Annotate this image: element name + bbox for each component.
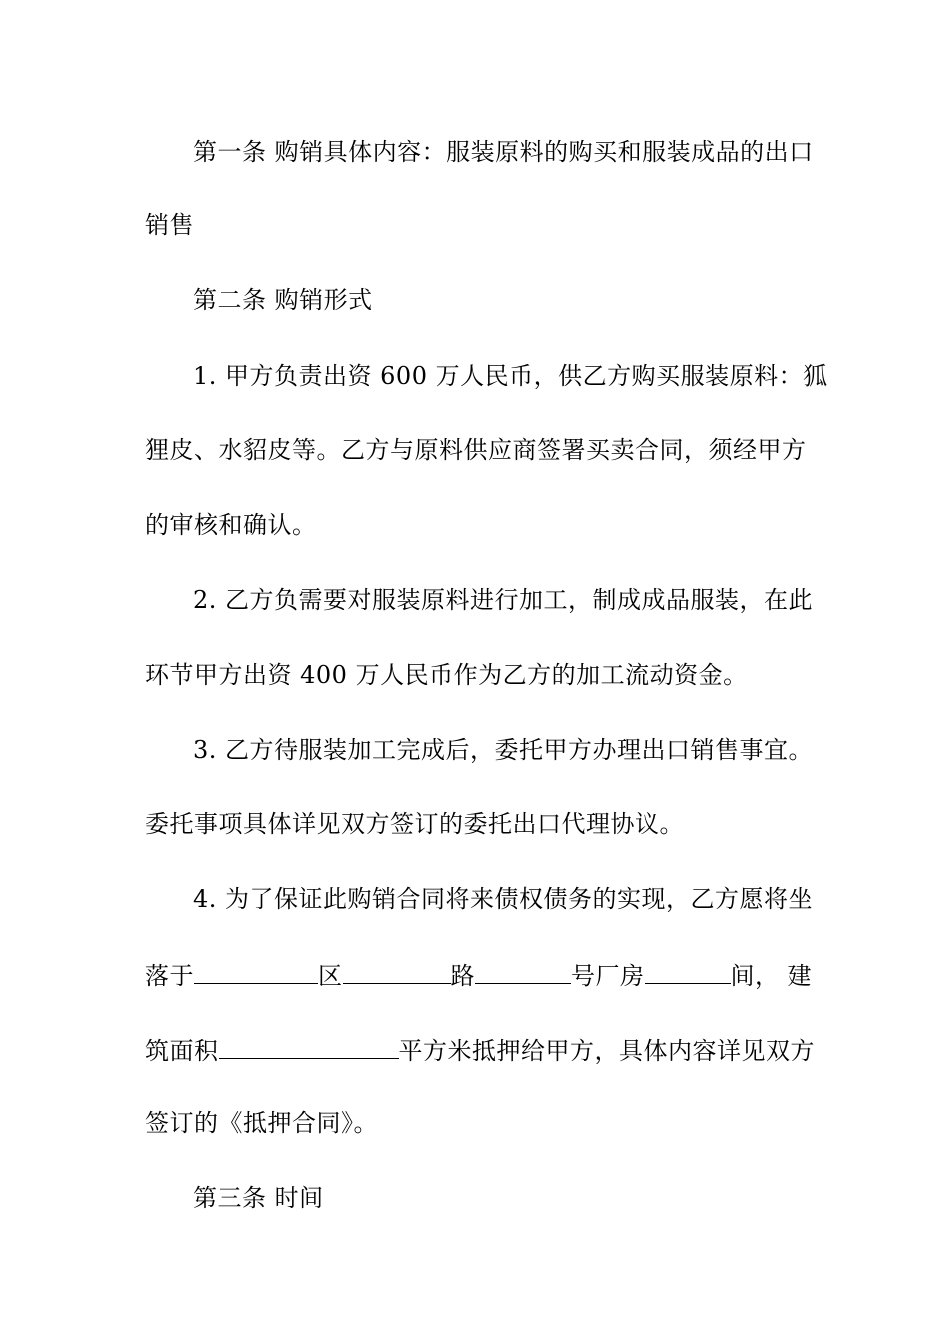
clause-3-line-1: 3. 乙方待服装加工完成后，委托甲方办理出口销售事宜。 xyxy=(193,736,814,764)
article-3-heading: 第三条 时间 xyxy=(193,1184,324,1212)
area-prefix: 筑面积 xyxy=(145,1037,219,1065)
clause-1-line-1: 1. 甲方负责出资 600 万人民币，供乙方购买服装原料：狐 xyxy=(193,362,828,390)
clause-4-address-line xyxy=(145,957,810,992)
number-blank[interactable] xyxy=(475,957,571,984)
clause-1-line-2: 狸皮、水貂皮等。乙方与原料供应商签署买卖合同，须经甲方 xyxy=(145,436,807,464)
address-prefix: 落于 xyxy=(145,962,194,990)
rooms-label: 间， xyxy=(730,962,780,990)
factory-label: 号厂房 xyxy=(571,962,645,990)
clause-1-line-3: 的审核和确认。 xyxy=(145,511,317,539)
road-blank[interactable] xyxy=(343,957,451,984)
road-label: 路 xyxy=(450,962,475,990)
article-1-heading: 第一条 购销具体内容：服装原料的购买和服装成品的出口 xyxy=(193,138,814,166)
article-1-continuation: 销售 xyxy=(145,211,194,239)
district-blank[interactable] xyxy=(194,957,318,984)
clause-2-line-1: 2. 乙方负需要对服装原料进行加工，制成成品服装，在此 xyxy=(193,586,814,614)
area-blank[interactable] xyxy=(219,1032,399,1059)
build-label: 建 xyxy=(787,962,812,990)
clause-2-line-2: 环节甲方出资 400 万人民币作为乙方的加工流动资金。 xyxy=(145,661,748,689)
clause-4-line-4: 签订的《抵押合同》。 xyxy=(145,1109,378,1137)
clause-4-area-line xyxy=(145,1032,815,1067)
article-2-heading: 第二条 购销形式 xyxy=(193,286,373,314)
district-label: 区 xyxy=(318,962,343,990)
clause-4-line-1: 4. 为了保证此购销合同将来债权债务的实现，乙方愿将坐 xyxy=(193,885,814,913)
area-suffix: 平方米抵押给甲方，具体内容详见双方 xyxy=(398,1037,815,1065)
rooms-blank[interactable] xyxy=(645,957,731,984)
clause-3-line-2: 委托事项具体详见双方签订的委托出口代理协议。 xyxy=(145,810,684,838)
